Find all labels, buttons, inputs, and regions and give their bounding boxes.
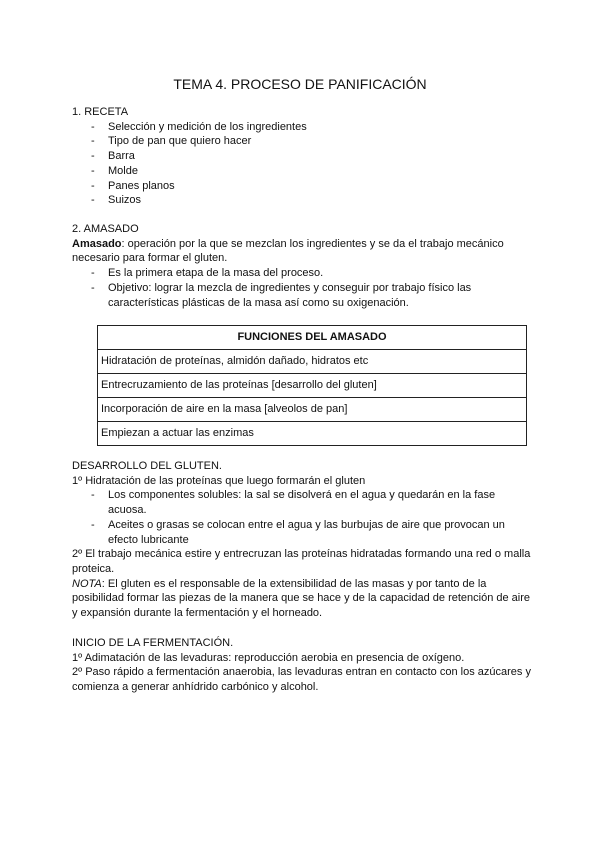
list-item: - Es la primera etapa de la masa del proceso. [72, 266, 532, 281]
table-cell: Entrecruzamiento de las proteínas [desarrollo del gluten] [98, 374, 527, 398]
note-text: : El gluten es el responsable de la extensibilidad de las masas y por tanto de la posibilidad formar las piezas de la manera que se hace y de la capacidad de retención de aire y expansión durante la fermentación y el horneado. [72, 577, 531, 620]
list-item: - Los componentes solubles: la sal se disolverá en el agua y quedarán en la fase acuosa. [72, 488, 532, 517]
table-row [98, 350, 527, 374]
step: 1º Adimatación de las levaduras: reproducción aerobia en presencia de oxígeno. [72, 651, 465, 664]
table-row [98, 374, 527, 398]
definition [72, 237, 532, 266]
section-heading: DESARROLLO DEL GLUTEN. [72, 460, 222, 472]
step: 2º El trabajo mecánica estire y entrecruzan las proteínas hidratadas formando una red o malla proteica. [72, 548, 531, 575]
funciones-table [97, 325, 527, 446]
table-cell: Hidratación de proteínas, almidón dañado, hidratos etc [98, 350, 527, 374]
list-item: - Selección y medición de los ingredientes [72, 120, 532, 135]
step: 2º Paso rápido a fermentación anaerobia, las levaduras entran en contacto con los azúcares y comienza a generar anhídrido carbónico y alcohol. [72, 666, 531, 694]
list-item: - Panes planos [72, 179, 532, 194]
section-heading: 1. RECETA [72, 106, 129, 118]
list-item: - Aceites o grasas se colocan entre el agua y las burbujas de aire que provocan un efecto lubricante [72, 518, 532, 547]
section-receta [72, 105, 532, 208]
list-item: - Molde [72, 164, 532, 179]
definition-text: : operación por la que se mezclan los ingredientes y se da el trabajo mecánico necesario para formar el gluten. [72, 237, 504, 265]
term: Amasado [72, 237, 122, 250]
note-label: NOTA [72, 577, 102, 590]
list-item: - Tipo de pan que quiero hacer [72, 134, 532, 149]
table-row [98, 398, 527, 422]
gluten-list [72, 488, 532, 547]
section-fermentacion [72, 636, 532, 695]
list-item: - Barra [72, 149, 532, 164]
page-title: TEMA 4. PROCESO DE PANIFICACIÓN [173, 76, 427, 92]
note [72, 577, 532, 621]
receta-list [72, 120, 532, 208]
list-item: - Suizos [72, 193, 532, 208]
table-cell: Empiezan a actuar las enzimas [98, 422, 527, 446]
amasado-list [72, 266, 532, 310]
table-cell: Incorporación de aire en la masa [alveolos de pan] [98, 398, 527, 422]
table-row [98, 422, 527, 446]
list-item: - Objetivo: lograr la mezcla de ingredientes y conseguir por trabajo físico las características plásticas de la masa así como su oxigenación. [72, 281, 532, 310]
section-heading: INICIO DE LA FERMENTACIÓN. [72, 637, 234, 649]
section-amasado [72, 222, 532, 310]
table-header: FUNCIONES DEL AMASADO [98, 326, 527, 350]
step: 1º Hidratación de las proteínas que luego formarán el gluten [72, 474, 366, 487]
section-gluten [72, 459, 532, 621]
section-heading: 2. AMASADO [72, 223, 139, 235]
